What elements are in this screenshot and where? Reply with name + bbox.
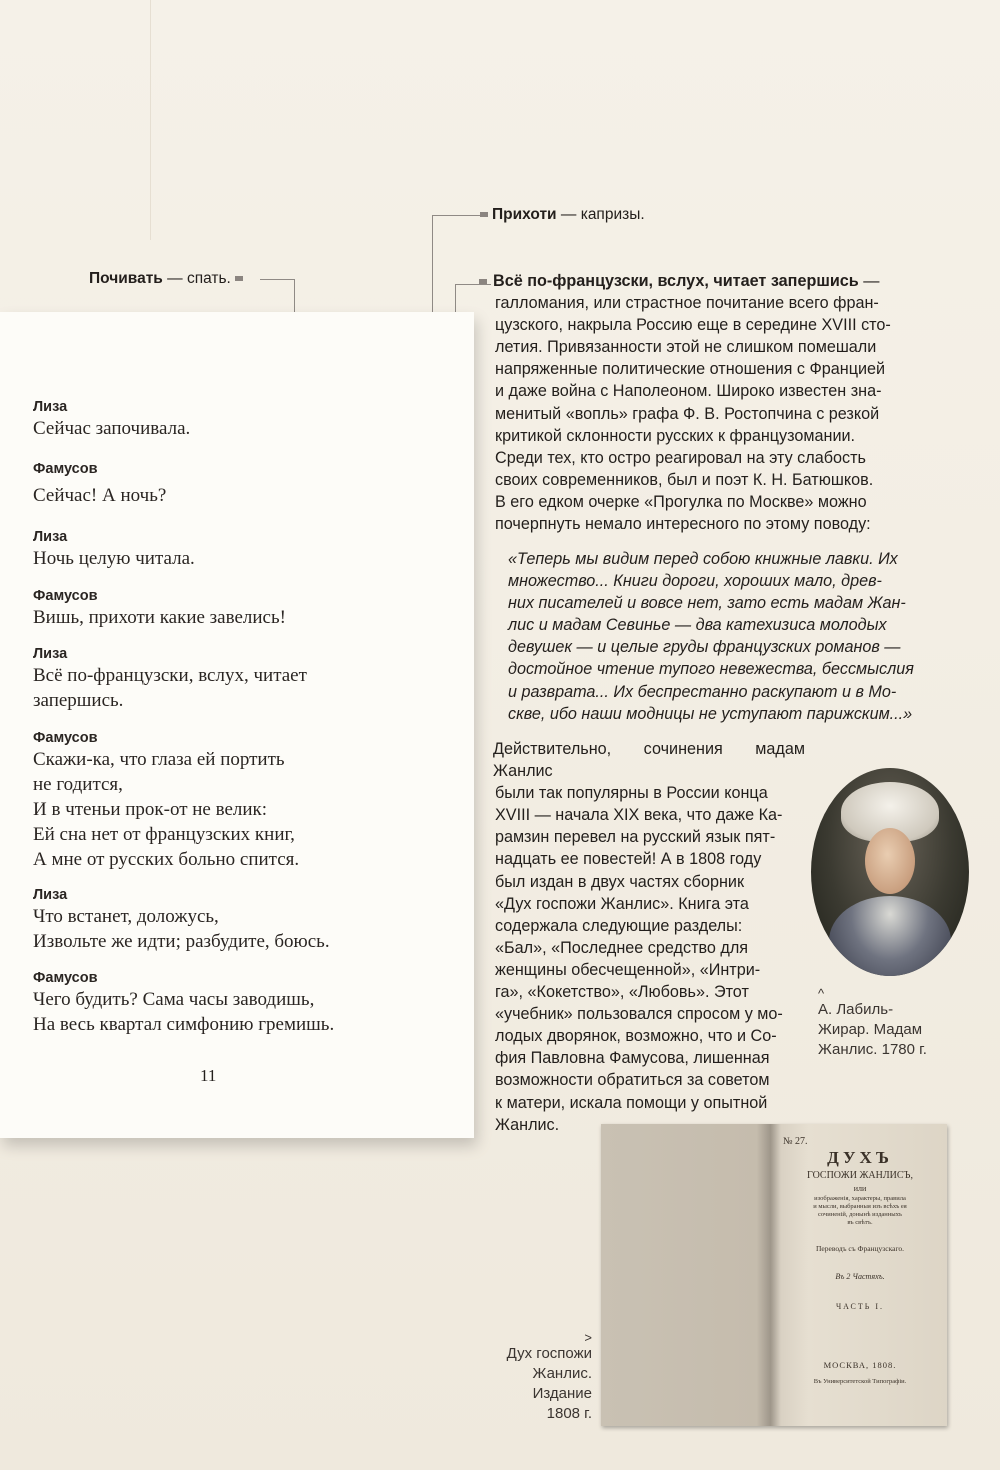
- article-line: и даже война с Наполеоном. Широко известен зна-: [495, 382, 882, 401]
- article-heading: Всё по-французски, вслух, читает запершись: [493, 272, 859, 290]
- article-line: рамзин перевел на русский язык пят-: [495, 828, 776, 847]
- speech-block: [33, 645, 307, 713]
- verse-line: На весь квартал симфонию гремишь.: [33, 1014, 335, 1035]
- speech-block: [33, 886, 330, 954]
- portrait-face: [865, 828, 915, 894]
- article-line: был издан в двух частях сборник: [495, 872, 745, 891]
- quote-line: множество... Книги дороги, хороших мало, древ-: [508, 572, 882, 591]
- article-line: летия. Привязанности этой не слишком помешали: [495, 338, 877, 357]
- speaker-name: Фамусов: [33, 461, 98, 477]
- speaker-name: Фамусов: [33, 588, 98, 604]
- article-line: возможности обратиться за советом: [495, 1071, 770, 1090]
- book-part: ЧАСТЬ I.: [835, 1302, 885, 1311]
- speech-block: [33, 729, 299, 872]
- article-line: цузского, накрыла Россию еще в середине XVIII сто-: [495, 316, 891, 335]
- book-caption: [496, 1332, 592, 1424]
- article-line: почерпнуть немало интересного по этому поводу:: [495, 515, 871, 534]
- portrait-caption: [818, 988, 927, 1060]
- speaker-name: Фамусов: [33, 730, 98, 746]
- article-line: Жанлис.: [495, 1115, 560, 1134]
- quote-line: «Теперь мы видим перед собою книжные лавки. Их: [508, 550, 898, 568]
- speaker-name: Лиза: [33, 399, 68, 415]
- book-small-line: сочиненій, донынѣ изданныхъ: [818, 1211, 902, 1218]
- speaker-name: Фамусов: [33, 970, 98, 986]
- article-line: критикой склонности русских к французомании.: [495, 426, 856, 445]
- article-line: были так популярны в России конца: [495, 784, 768, 803]
- caption-line: Жирар. Мадам: [818, 1021, 923, 1038]
- article-line: «учебник» пользовался спросом у мо-: [495, 1005, 783, 1024]
- book-press: Въ Университетской Типографіи.: [813, 1378, 907, 1385]
- verse-line: И в чтеньи прок-от не велик:: [33, 799, 268, 820]
- book-or: или: [853, 1184, 867, 1193]
- article-line: женщины обесчещенной», «Интри-: [495, 960, 761, 979]
- article-paragraph-2: [495, 738, 805, 1136]
- connector-marker: [479, 279, 487, 284]
- article-line: лодых дворянок, возможно, что и Со-: [495, 1027, 777, 1046]
- verse-line: Вишь, прихоти какие завелись!: [33, 607, 286, 628]
- article-line: своих современников, был и поэт К. Н. Батюшков.: [495, 470, 874, 489]
- quote-line: лис и мадам Севинье — два катехизиса молодых: [508, 616, 887, 635]
- article-line: фия Павловна Фамусова, лишенная: [495, 1049, 770, 1068]
- quote-line: скве, ибо наши модницы не уступают парижским...»: [508, 704, 913, 723]
- speech-block: [33, 587, 286, 630]
- article-line: Среди тех, кто остро реагировал на эту слабость: [495, 448, 866, 467]
- batyushkov-quote: [508, 548, 934, 725]
- speaker-name: Лиза: [33, 646, 68, 662]
- caption-caret: ^: [818, 986, 825, 1001]
- speech-block: [33, 528, 195, 571]
- article-line: напряженные политические отношения с Францией: [495, 360, 886, 379]
- gloss-pochivat: [89, 269, 247, 289]
- article-heading-line: [495, 270, 935, 292]
- book-title-page: [779, 1132, 941, 1418]
- book-subtitle: ГОСПОЖИ ЖАНЛИСЪ,: [807, 1170, 913, 1181]
- verse-line: запершись.: [33, 690, 124, 711]
- speech-block: [33, 460, 166, 508]
- article-line: менитый «вопль» графа Ф. В. Ростопчина с резкой: [495, 404, 880, 423]
- article-line: содержала следующие разделы:: [495, 916, 743, 935]
- article-line: XVIII — начала XIX века, что даже Ка-: [495, 806, 783, 825]
- connector-line: [260, 279, 294, 280]
- book-small-line: и мысли, выбранныя изъ всѣхъ ея: [813, 1203, 907, 1210]
- book-city: МОСКВА, 1808.: [823, 1360, 897, 1370]
- gloss-definition: — спать.: [162, 270, 231, 287]
- verse-line: Чего будить? Сама часы заводишь,: [33, 989, 315, 1010]
- quote-line: достойное чтение тупого невежества, бессмыслия: [508, 660, 914, 679]
- caption-line: Жанлис.: [532, 1365, 592, 1382]
- gloss-definition: — капризы.: [556, 206, 645, 223]
- book-small-line: изображенія, характеры, правила: [814, 1195, 906, 1202]
- article-line: «Бал», «Последнее средство для: [495, 938, 749, 957]
- paper-fold: [150, 0, 151, 240]
- gloss-term: Прихоти: [492, 206, 557, 223]
- page-number: 11: [200, 1066, 217, 1085]
- book-description: [779, 1195, 941, 1227]
- book-number: № 27.: [783, 1136, 808, 1147]
- speaker-name: Лиза: [33, 529, 68, 545]
- connector-marker: [235, 276, 243, 281]
- verse-line: А мне от русских больно спится.: [33, 849, 300, 870]
- article-line: надцать ее повестей! А в 1808 году: [495, 850, 762, 869]
- caption-line: 1808 г.: [546, 1405, 592, 1422]
- book-parts: Въ 2 Частяхъ.: [835, 1272, 885, 1281]
- caption-caret: >: [584, 1330, 592, 1345]
- quote-line: девушек — и целые груды французских романов —: [508, 638, 901, 657]
- verse-line: Извольте же идти; разбудите, боюсь.: [33, 931, 330, 952]
- caption-line: Жанлис. 1780 г.: [818, 1041, 927, 1058]
- book-translation: Переводъ съ Французскаго.: [816, 1244, 904, 1253]
- connector-line: [432, 215, 480, 216]
- heading-dash: —: [858, 272, 880, 290]
- gloss-term: Почивать: [89, 270, 163, 287]
- speaker-name: Лиза: [33, 887, 68, 903]
- caption-line: Издание: [532, 1385, 592, 1402]
- quote-line: них писателей и вовсе нет, зато есть мадам Жан-: [508, 594, 906, 613]
- verse-line: не годится,: [33, 774, 123, 795]
- caption-line: А. Лабиль-: [818, 1001, 894, 1018]
- portrait-gown: [829, 896, 951, 976]
- verse-line: Сейчас! А ночь?: [33, 485, 167, 506]
- speech-block: [33, 969, 334, 1037]
- verse-line: Ей сна нет от французских книг,: [33, 824, 295, 845]
- verse-line: Ночь целую читала.: [33, 548, 195, 569]
- article-line: В его едком очерке «Прогулка по Москве» можно: [495, 492, 867, 511]
- verse-line: Всё по-французски, вслух, читает: [33, 665, 307, 686]
- speech-block: [33, 398, 190, 441]
- caption-line: Дух госпожи: [506, 1345, 592, 1362]
- connector-marker: [480, 212, 488, 217]
- book-small-line: въ свѣтъ.: [847, 1219, 873, 1226]
- article-line: Действительно, сочинения мадам Жанлис: [493, 740, 805, 781]
- quote-line: и разврата... Их беспрестанно раскупают и в Мо-: [508, 682, 897, 701]
- article-line: «Дух госпожи Жанлис». Книга эта: [495, 894, 749, 913]
- verse-line: Скажи-ка, что глаза ей портить: [33, 749, 285, 770]
- verse-line: Сейчас започивала.: [33, 418, 191, 439]
- book-title: ДУХЪ: [827, 1148, 893, 1167]
- book-image: [601, 1124, 947, 1426]
- article-line: к матери, искала помощи у опытной: [495, 1093, 768, 1112]
- article-line: галломания, или страстное почитание всего фран-: [495, 294, 879, 313]
- portrait-image: [811, 768, 969, 976]
- article-line: га», «Кокетство», «Любовь». Этот: [495, 983, 749, 1002]
- gloss-prikhoti: [480, 205, 645, 225]
- article-paragraph-1: [495, 270, 935, 535]
- verse-line: Что встанет, доложусь,: [33, 906, 219, 927]
